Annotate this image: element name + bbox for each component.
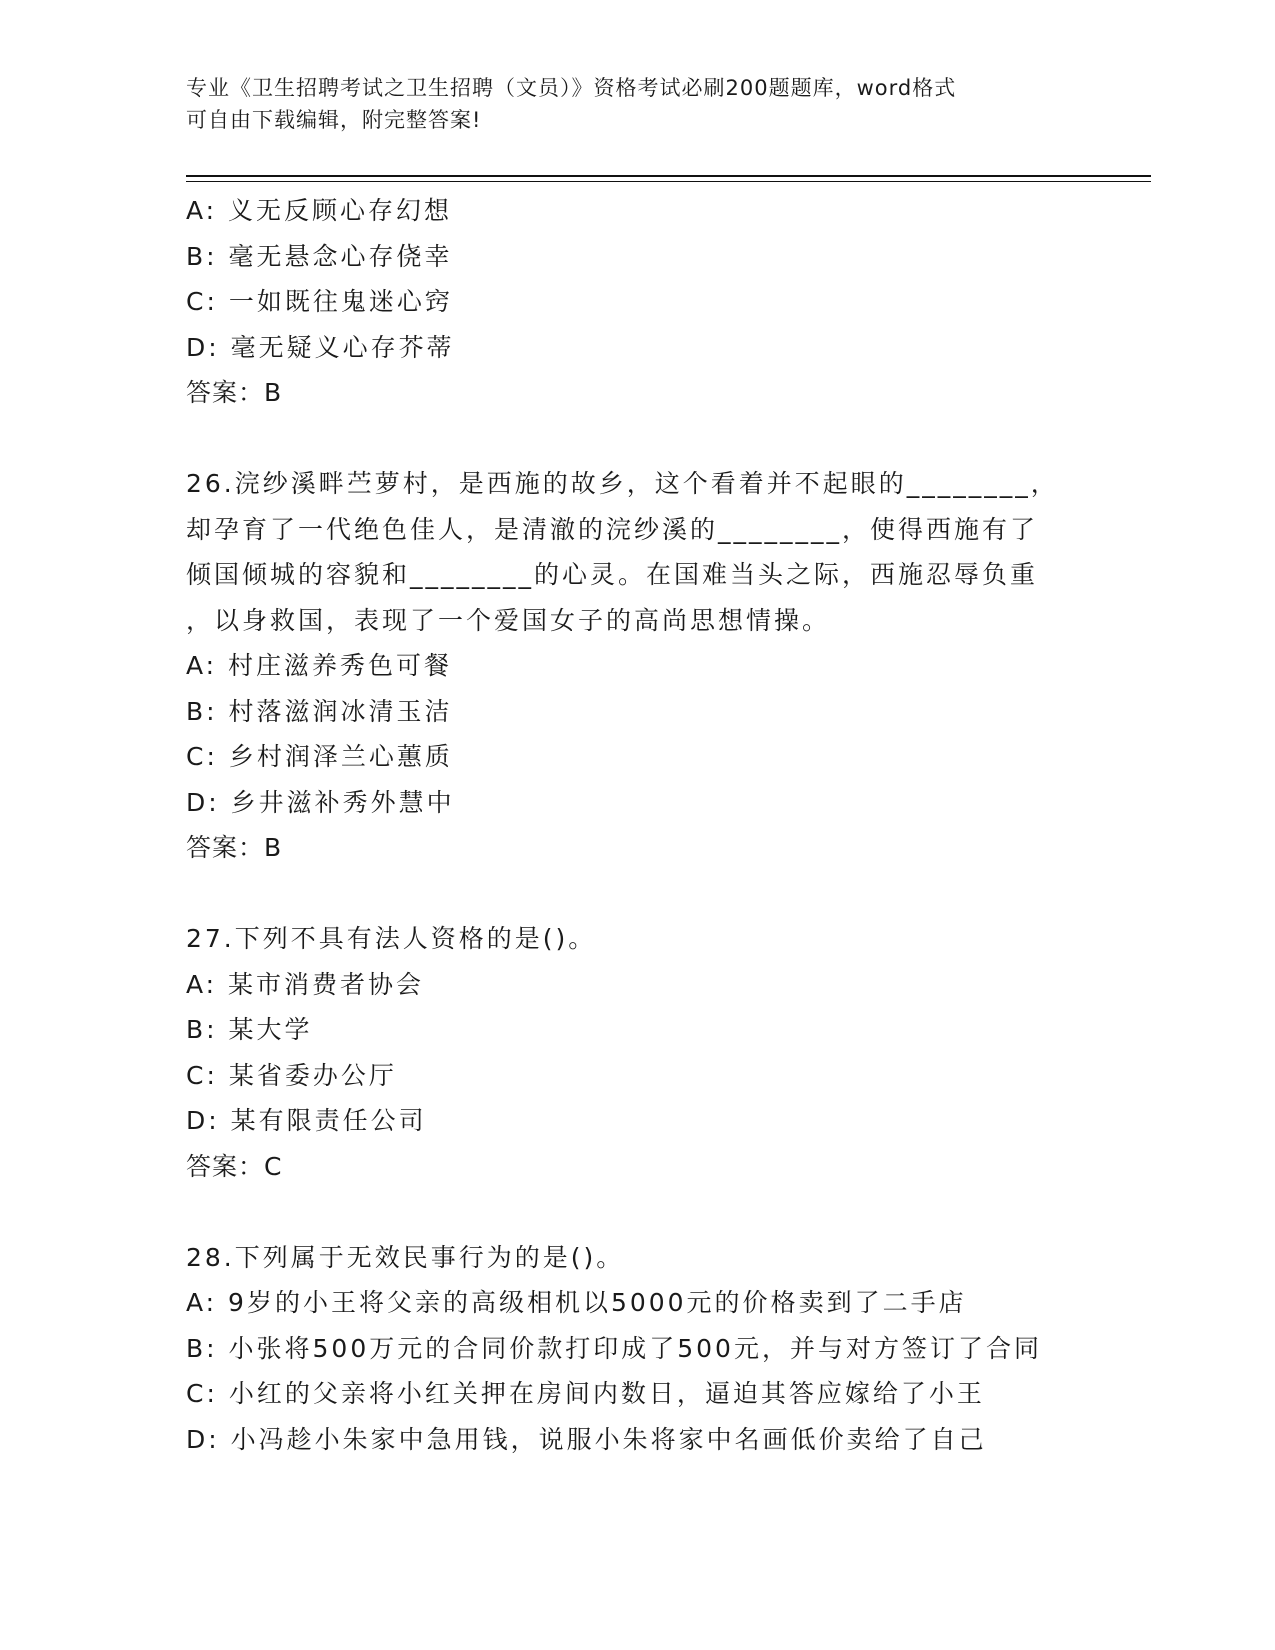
question-stem-line: ，以身救国，表现了一个爱国女子的高尚思想情操。	[186, 605, 831, 635]
question-stem-line: 26.浣纱溪畔苎萝村，是西施的故乡，这个看着并不起眼的________，	[186, 469, 1059, 498]
header-rule-thick	[186, 175, 1151, 177]
option-b: B: 毫无悬念心存侥幸	[186, 241, 453, 271]
option-a: A: 9岁的小王将父亲的高级相机以5000元的价格卖到了二手店	[186, 1288, 967, 1317]
option-a: A: 某市消费者协会	[186, 969, 425, 999]
document-header	[186, 72, 1066, 136]
spacer	[186, 416, 1086, 462]
header-title-line-1: 专业《卫生招聘考试之卫生招聘（文员）》资格考试必刷200题题库，word格式	[186, 76, 957, 100]
option-b: B: 村落滋润冰清玉洁	[186, 696, 453, 726]
option-a: A: 义无反顾心存幻想	[186, 196, 453, 225]
answer-line: 答案：B	[186, 833, 283, 862]
option-c: C: 乡村润泽兰心蕙质	[186, 742, 453, 771]
spacer	[186, 871, 1086, 917]
question-stem-line: 却孕育了一代绝色佳人，是清澈的浣纱溪的________，使得西施有了	[186, 514, 1039, 544]
option-d: D: 小冯趁小朱家中急用钱，说服小朱将家中名画低价卖给了自己	[186, 1424, 987, 1454]
option-d: D: 毫无疑义心存芥蒂	[186, 332, 455, 362]
option-c: C: 某省委办公厅	[186, 1060, 397, 1090]
header-title-line-2: 可自由下载编辑，附完整答案!	[186, 108, 482, 132]
answer-line: 答案：B	[186, 378, 283, 407]
option-a: A: 村庄滋养秀色可餐	[186, 651, 453, 680]
option-d: D: 乡井滋补秀外慧中	[186, 787, 455, 817]
option-c: C: 小红的父亲将小红关押在房间内数日，逼迫其答应嫁给了小王	[186, 1379, 985, 1408]
answer-line: 答案：C	[186, 1151, 283, 1181]
spacer	[186, 1189, 1086, 1235]
question-stem: 28.下列属于无效民事行为的是()。	[186, 1242, 625, 1272]
question-27-block	[186, 916, 1086, 1189]
question-content	[186, 188, 1086, 1462]
option-b: B: 某大学	[186, 1015, 313, 1044]
question-stem-line: 倾国倾城的容貌和________的心灵。在国难当头之际，西施忍辱负重	[186, 560, 1039, 589]
question-26-block	[186, 461, 1086, 871]
option-c: C: 一如既往鬼迷心窍	[186, 287, 453, 316]
question-stem: 27.下列不具有法人资格的是()。	[186, 924, 597, 953]
option-b: B: 小张将500万元的合同价款打印成了500元，并与对方签订了合同	[186, 1333, 1042, 1363]
option-d: D: 某有限责任公司	[186, 1106, 427, 1135]
question-28-block	[186, 1235, 1086, 1463]
header-rule-thin	[186, 181, 1151, 182]
question-25-block	[186, 188, 1086, 416]
